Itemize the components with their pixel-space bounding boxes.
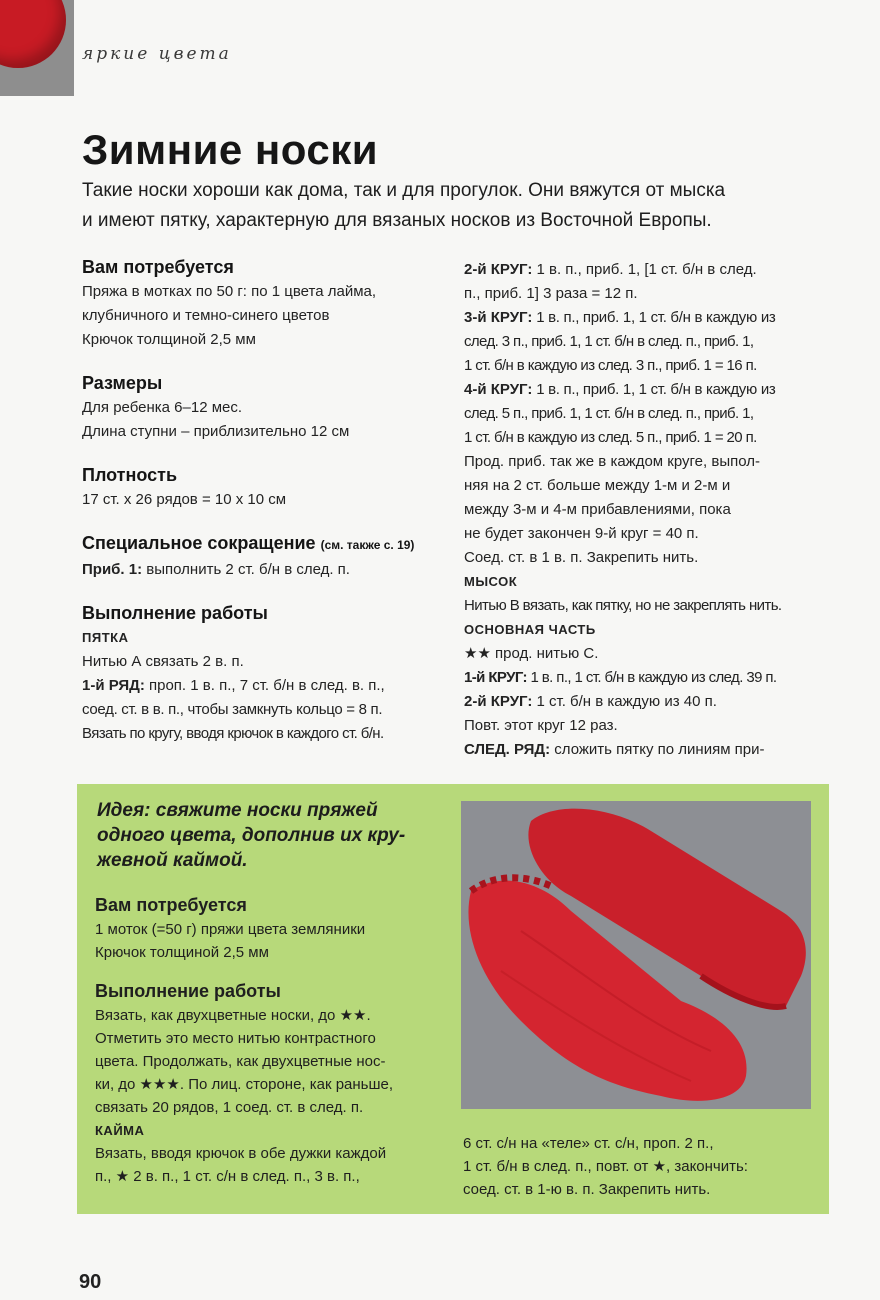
idea-work-line: связать 20 рядов, 1 соед. ст. в след. п. — [95, 1099, 364, 1116]
instruction-line: Вязать по кругу, вводя крючок в каждого ст. б/н. — [82, 725, 384, 742]
idea-work-line: Отметить это место нитью контрастного — [95, 1030, 376, 1047]
abbreviation-note: (см. также с. 19) — [320, 538, 415, 552]
idea-work-line: Вязать, как двухцветные носки, до ★★. — [95, 1007, 371, 1024]
page-number: 90 — [79, 1271, 102, 1293]
instructions-heading: Выполнение работы — [82, 603, 268, 623]
idea-work-line: цвета. Продолжать, как двухцветные нос- — [95, 1053, 386, 1070]
edge-continuation-line: 1 ст. б/н в след. п., повт. от ★, закончить: — [463, 1158, 748, 1175]
materials-line: клубничного и темно-синего цветов — [82, 307, 330, 324]
continue-line: Соед. ст. в 1 в. п. Закрепить нить. — [464, 549, 699, 566]
edge-continuation-line: 6 ст. с/н на «теле» ст. с/н, проп. 2 п., — [463, 1135, 714, 1152]
sizes-heading: Размеры — [82, 373, 163, 393]
abbreviation-definition: выполнить 2 ст. б/н в след. п. — [142, 561, 350, 578]
idea-title-line: одного цвета, дополнив их кру- — [97, 825, 406, 846]
idea-box-left-text — [95, 892, 450, 1188]
round-line — [464, 378, 834, 402]
round-line — [464, 690, 834, 714]
round-text: 1 в. п., 1 ст. б/н в каждую из след. 39 п. — [526, 669, 777, 686]
red-socks-photo — [461, 801, 811, 1109]
continue-line: между 3-м и 4-м прибавлениями, пока — [464, 501, 731, 518]
round-label: 4-й КРУГ: — [464, 381, 533, 398]
idea-box-right-text — [463, 1132, 823, 1201]
materials-line: Пряжа в мотках по 50 г: по 1 цвета лайма, — [82, 283, 377, 300]
intro-line: Такие носки хороши как дома, так и для прогулок. Они вяжутся от мыска — [82, 180, 726, 201]
edge-line: п., ★ 2 в. п., 1 ст. с/н в след. п., 3 в. п., — [95, 1168, 360, 1185]
round-line — [464, 306, 834, 330]
toe-subheading: МЫСОК — [464, 574, 518, 589]
section-tag: яркие цвета — [82, 44, 232, 64]
heel-subheading: ПЯТКА — [82, 630, 129, 645]
round-text: 1 в. п., приб. 1, 1 ст. б/н в каждую из — [532, 381, 776, 398]
repeat-line: Повт. этот круг 12 раз. — [464, 717, 618, 734]
round-line: п., приб. 1] 3 раза = 12 п. — [464, 285, 638, 302]
red-socks-illustration — [461, 801, 811, 1109]
round-text: 1 ст. б/н в каждую из 40 п. — [532, 693, 717, 710]
abbreviation-heading — [82, 530, 452, 558]
sizes-line: Для ребенка 6–12 мес. — [82, 399, 243, 416]
row-text: проп. 1 в. п., 7 ст. б/н в след. в. п., — [144, 677, 385, 694]
abbreviation-line — [82, 558, 452, 582]
idea-materials-line: 1 моток (=50 г) пряжи цвета земляники — [95, 921, 366, 938]
round-label: 2-й КРУГ: — [464, 261, 533, 278]
edge-line: Вязать, вводя крючок в обе дужки каждой — [95, 1145, 387, 1162]
edge-subheading: КАЙМА — [95, 1123, 145, 1138]
round-label: 1-й КРУГ: — [464, 669, 527, 686]
idea-materials-heading: Вам потребуется — [95, 895, 247, 915]
round-line: 1 ст. б/н в каждую из след. 5 п., приб. 1 = 20 п. — [464, 429, 757, 446]
next-row-text: сложить пятку по линиям при- — [550, 741, 765, 758]
gauge-line: 17 ст. х 26 рядов = 10 х 10 см — [82, 491, 287, 508]
round-line — [464, 666, 834, 690]
next-row-label: СЛЕД. РЯД: — [464, 741, 551, 758]
abbreviation-term: Приб. 1: — [82, 561, 143, 578]
edge-continuation-line: соед. ст. в 1-ю в. п. Закрепить нить. — [463, 1181, 711, 1198]
abbreviation-title: Специальное сокращение — [82, 533, 316, 553]
round-line: след. 3 п., приб. 1, 1 ст. б/н в след. п., приб. 1, — [464, 333, 754, 350]
idea-title — [97, 798, 447, 873]
main-part-subheading: ОСНОВНАЯ ЧАСТЬ — [464, 622, 596, 637]
left-column — [82, 254, 452, 746]
continue-line: не будет закончен 9-й круг = 40 п. — [464, 525, 699, 542]
round-line — [464, 258, 834, 282]
materials-line: Крючок толщиной 2,5 мм — [82, 331, 256, 348]
materials-heading: Вам потребуется — [82, 257, 234, 277]
round-text: 1 в. п., приб. 1, [1 ст. б/н в след. — [532, 261, 757, 278]
idea-work-line: ки, до ★★★. По лиц. стороне, как раньше, — [95, 1076, 394, 1093]
next-row-line — [464, 738, 834, 762]
idea-work-heading: Выполнение работы — [95, 981, 281, 1001]
instruction-line: соед. ст. в в. п., чтобы замкнуть кольцо = 8 п. — [82, 701, 383, 718]
toe-line: Нитью В вязать, как пятку, но не закреплять нить. — [464, 597, 782, 614]
main-part-line: ★★ прод. нитью С. — [464, 645, 599, 662]
page-title: Зимние носки — [82, 126, 379, 173]
instruction-line: Нитью А связать 2 в. п. — [82, 653, 244, 670]
continue-line: няя на 2 ст. больше между 1-м и 2-м и — [464, 477, 731, 494]
intro-line: и имеют пятку, характерную для вязаных носков из Восточной Европы. — [82, 210, 712, 231]
row-label: 1-й РЯД: — [82, 677, 145, 694]
round-label: 2-й КРУГ: — [464, 693, 533, 710]
round-line: 1 ст. б/н в каждую из след. 3 п., приб. 1 = 16 п. — [464, 357, 757, 374]
round-line: след. 5 п., приб. 1, 1 ст. б/н в след. п., приб. 1, — [464, 405, 754, 422]
idea-title-line: Идея: свяжите носки пряжей — [97, 800, 378, 821]
intro-paragraph — [82, 176, 842, 236]
corner-sock-photo — [0, 0, 74, 96]
round-text: 1 в. п., приб. 1, 1 ст. б/н в каждую из — [532, 309, 776, 326]
gauge-heading: Плотность — [82, 465, 178, 485]
round-label: 3-й КРУГ: — [464, 309, 533, 326]
instruction-line — [82, 674, 452, 698]
continue-line: Прод. приб. так же в каждом круге, выпол- — [464, 453, 760, 470]
idea-title-line: жевной каймой. — [97, 850, 248, 871]
idea-materials-line: Крючок толщиной 2,5 мм — [95, 944, 269, 961]
right-column — [464, 258, 834, 762]
red-sock-image — [0, 0, 66, 68]
sizes-line: Длина ступни – приблизительно 12 см — [82, 423, 350, 440]
